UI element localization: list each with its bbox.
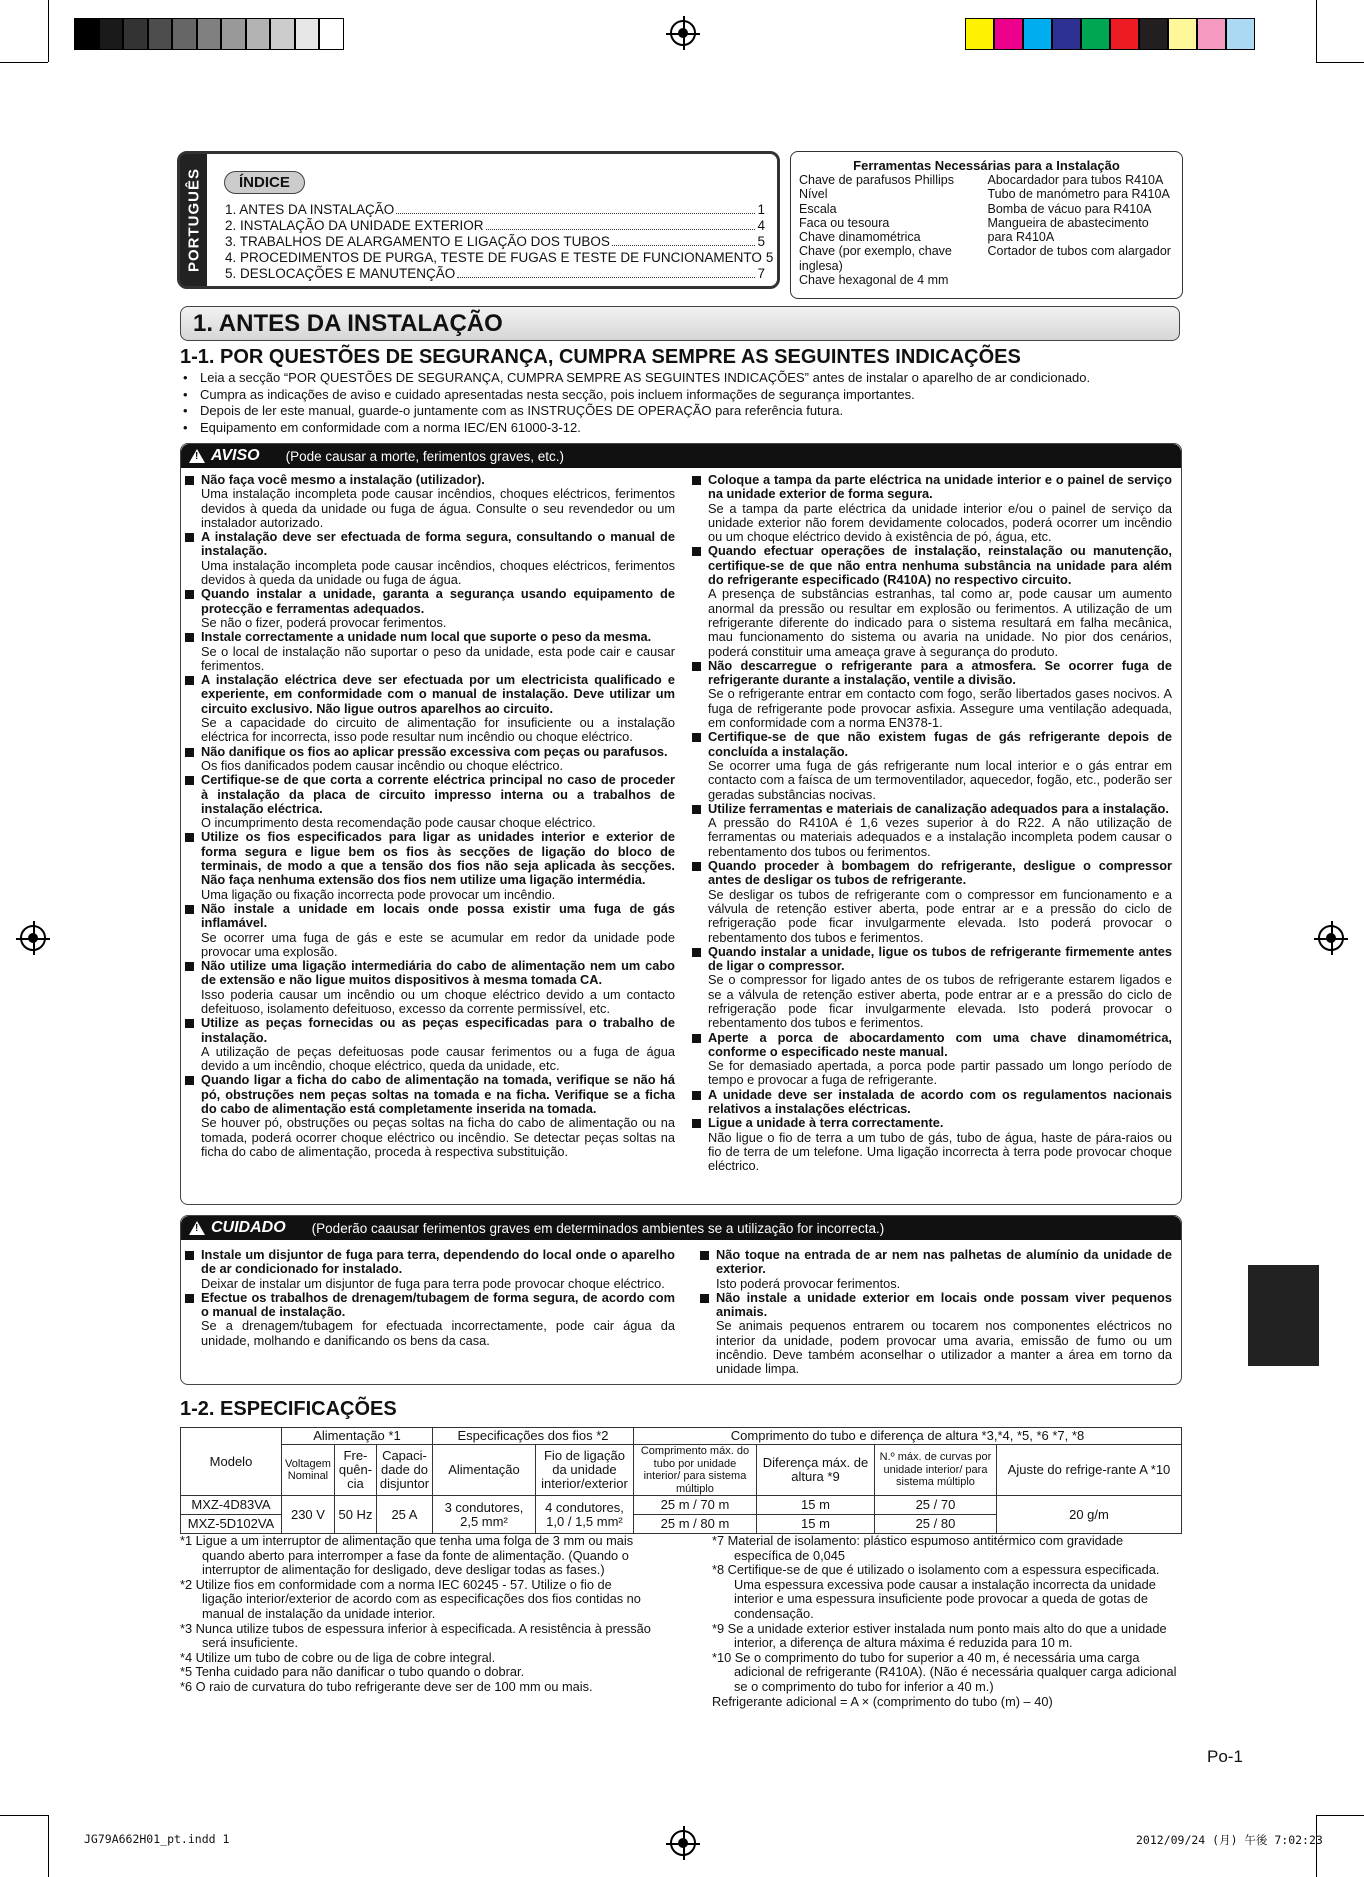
safety-item bbox=[185, 530, 675, 587]
safety-item-text: Se animais pequenos entrarem ou tocarem nos componentes eléctricos no interior da unidade, podem provocar uma avaria, emissão de fumo ou um incêndio. Deve também aconselhar o utilizador a manter a área em torno da unidade limpa. bbox=[716, 1318, 1172, 1377]
color-swatch bbox=[246, 18, 271, 50]
toc-item-title: 5. DESLOCAÇÕES E MANUTENÇÃO bbox=[225, 266, 456, 281]
warning-bar bbox=[181, 444, 1181, 468]
crop-mark bbox=[0, 62, 48, 63]
length-cell: 25 m / 80 m bbox=[633, 1515, 756, 1534]
list-item: • Equipamento em conformidade com a norma IEC/EN 61000-3-12. bbox=[180, 420, 1180, 437]
color-swatch bbox=[172, 18, 197, 50]
tool-item: Bomba de vácuo para R410A bbox=[987, 201, 1152, 216]
safety-item-text: A pressão do R410A é 1,6 vezes superior à do R22. A não utilização de ferramentas ou materiais adequados e a instalação incompleta podem causar o rebentamento dos tubos ou ferimentos. bbox=[708, 815, 1172, 859]
warning-triangle-icon: ! bbox=[189, 449, 205, 463]
tool-item: Chave de parafusos Phillips bbox=[799, 173, 954, 187]
model-cell: MXZ-5D102VA bbox=[181, 1515, 282, 1534]
safety-item bbox=[185, 1291, 675, 1348]
color-swatch bbox=[74, 18, 99, 50]
tool-item: Tubo de manómetro para R410A bbox=[987, 187, 1170, 202]
safety-item-text: A presença de substâncias estranhas, tal como ar, pode causar um aumento anormal da pressão ou resultar em explosão ou ferimentos. A utilização de um refrigerante diferente do indicado para o sistema resultará em falha mecânica, mau funcionamento do sistema ou avaria na unidade. No pior dos cenários, poderá constituir uma ameaça grave à segurança do produto. bbox=[708, 586, 1172, 659]
toc-item-title: 1. ANTES DA INSTALAÇÃO bbox=[225, 202, 395, 217]
bends-cell: 25 / 80 bbox=[874, 1515, 996, 1534]
header-bends: N.º máx. de curvas por unidade interior/ para sistema múltiplo bbox=[874, 1445, 996, 1496]
safety-item bbox=[692, 1116, 1172, 1173]
safety-item-text: Isso poderia causar um incêndio ou um choque eléctrico devido a um contacto defeituoso, isolamento defeituoso, excesso da corrente permissível, etc. bbox=[201, 986, 675, 1016]
safety-item-title: Certifique-se de que corta a corrente eléctrica principal no caso de proceder à instalação da placa de circuito impresso interna ou a trabalhos de instalação eléctrica. bbox=[201, 772, 675, 816]
list-item: • Depois de ler este manual, guarde-o juntamente com as INSTRUÇÕES DE OPERAÇÃO para referência futura. bbox=[180, 403, 1180, 420]
safety-item-text: Uma ligação ou fixação incorrecta pode provocar um incêndio. bbox=[201, 886, 556, 902]
safety-item-title: Quando instalar a unidade, ligue os tubos de refrigerante firmemente antes de ligar o compressor. bbox=[708, 943, 1172, 974]
safety-item-title: Utilize as peças fornecidas ou as peças especificadas para o trabalho de instalação. bbox=[201, 1015, 675, 1045]
table-row bbox=[181, 1496, 1182, 1515]
height-cell: 15 m bbox=[756, 1496, 874, 1515]
footnote: *9 Se a unidade exterior estiver instalada num ponto mais alto do que a unidade interior, a diferença de altura máxima é reduzida para 10 m. bbox=[712, 1620, 1167, 1651]
safety-item-title: Não descarregue o refrigerante para a atmosfera. Se ocorrer fuga de refrigerante durante a instalação, ventile a divisão. bbox=[708, 657, 1172, 688]
tool-item: Nível bbox=[799, 187, 828, 202]
header-power: Alimentação *1 bbox=[281, 1428, 432, 1445]
warning-label: AVISO bbox=[211, 447, 260, 464]
safety-item-text: Não ligue o fio de terra a um tubo de gás, tubo de água, haste de pára-raios ou fio de terra de um telefone. Uma ligação incorrecta à terra pode provocar choque eléctrico. bbox=[708, 1129, 1172, 1174]
adjust-cell: 20 g/m bbox=[996, 1496, 1181, 1534]
warning-right-column bbox=[692, 473, 1172, 1174]
header-breaker: Capaci-dade do disjuntor bbox=[376, 1445, 432, 1496]
toc-page-number: 4 bbox=[757, 218, 765, 233]
header-model: Modelo bbox=[181, 1428, 282, 1496]
height-cell: 15 m bbox=[756, 1515, 874, 1534]
toc-page-number: 5 bbox=[757, 234, 765, 249]
footnote: *7 Material de isolamento: plástico espumoso antitérmico com gravidade específica de 0,045 bbox=[712, 1533, 1124, 1563]
warning-left-column bbox=[185, 473, 675, 1159]
safety-item-text: Isto poderá provocar ferimentos. bbox=[716, 1275, 901, 1291]
crop-mark bbox=[1316, 62, 1364, 63]
header-connection: Fio de ligação da unidade interior/exterior bbox=[535, 1445, 633, 1496]
safety-item-text: Uma instalação incompleta pode causar incêndios, choques eléctricos, ferimentos devidos à queda da unidade ou fuga de água. bbox=[201, 557, 675, 588]
toc-list bbox=[225, 202, 774, 282]
tools-list-left bbox=[799, 173, 988, 287]
safety-item-text: Se não o fizer, poderá provocar ferimentos. bbox=[201, 614, 447, 630]
footnote: *5 Tenha cuidado para não danificar o tubo quando o dobrar. bbox=[180, 1664, 525, 1680]
header-frequency: Fre-quên-cia bbox=[334, 1445, 376, 1496]
footnote: *1 Ligue a um interruptor de alimentação que tenha uma folga de 3 mm ou mais quando aberto para interromper a fase da fonte de alimentação. (Quando o interruptor de alimentação for desligado, deve desligar todas as fases.) bbox=[180, 1533, 634, 1578]
toc-item-title: 2. INSTALAÇÃO DA UNIDADE EXTERIOR bbox=[225, 218, 484, 233]
subsection-title-safety: 1-1. POR QUESTÕES DE SEGURANÇA, CUMPRA SEMPRE AS SEGUINTES INDICAÇÕES bbox=[180, 346, 1021, 368]
file-slug: JG79A662H01_pt.indd 1 bbox=[84, 1832, 230, 1846]
crop-mark bbox=[48, 0, 49, 62]
safety-item bbox=[692, 730, 1172, 801]
caution-note: (Poderão caausar ferimentos graves em determinados ambientes se a utilização for incorrecta.) bbox=[311, 1220, 885, 1236]
color-swatch bbox=[270, 18, 295, 50]
footnotes-left bbox=[180, 1534, 654, 1695]
toc-heading: ÍNDICE bbox=[224, 171, 305, 194]
edge-tab bbox=[1248, 1265, 1319, 1366]
caution-left-column bbox=[185, 1248, 675, 1348]
registration-mark-icon bbox=[670, 20, 696, 46]
toc-item-title: 4. PROCEDIMENTOS DE PURGA, TESTE DE FUGAS E TESTE DE FUNCIONAMENTO bbox=[225, 250, 762, 265]
required-tools-box bbox=[790, 151, 1183, 299]
safety-item-text: Uma instalação incompleta pode causar incêndios, choques eléctricos, ferimentos devidos à queda da unidade ou fuga de água. Consulte o seu revendedor ou um instalador autorizado. bbox=[201, 486, 675, 530]
breaker-cell: 25 A bbox=[376, 1496, 432, 1534]
frequency-cell: 50 Hz bbox=[334, 1496, 376, 1534]
safety-item bbox=[185, 745, 675, 774]
registration-mark-icon bbox=[670, 1830, 696, 1856]
safety-item-text: Se o refrigerante entrar em contacto com fogo, serão libertados gases nocivos. A fuga de refrigerante pode provocar asfixia. Assegure uma ventilação adequada, em conformidade com a norma EN378-1. bbox=[708, 686, 1172, 731]
color-swatch bbox=[221, 18, 246, 50]
toc-leader bbox=[396, 202, 755, 214]
safety-item bbox=[692, 473, 1172, 544]
toc-leader bbox=[612, 234, 756, 246]
toc-item bbox=[225, 234, 765, 250]
color-swatch bbox=[1168, 18, 1197, 50]
color-swatch bbox=[99, 18, 124, 50]
supply-cell: 3 condutores, 2,5 mm² bbox=[432, 1496, 535, 1534]
safety-item-title: Quando efectuar operações de instalação, reinstalação ou manutenção, certifique-se de que não entra nenhuma substância na unidade para além do refrigerante especificado (R410A) no respectivo circuito. bbox=[708, 543, 1172, 588]
safety-item bbox=[185, 1016, 675, 1073]
tools-list-right bbox=[988, 173, 1177, 287]
toc-leader bbox=[457, 266, 755, 278]
safety-item-text: Se a capacidade do circuito de alimentação for insuficiente ou a instalação eléctrica for incorrecta, isso pode resultar num incêndio ou choque eléctrico. bbox=[201, 715, 675, 745]
safety-item bbox=[185, 830, 675, 901]
color-swatch bbox=[965, 18, 994, 50]
header-max-length: Comprimento máx. do tubo por unidade interior/ para sistema múltiplo bbox=[633, 1445, 756, 1496]
tool-item: Escala bbox=[799, 201, 837, 216]
tool-item: Chave hexagonal de 4 mm bbox=[799, 273, 949, 288]
safety-item-title: Não instale a unidade em locais onde possa existir uma fuga de gás inflamável. bbox=[201, 900, 675, 931]
footnote: *6 O raio de curvatura do tubo refrigerante deve ser de 100 mm ou mais. bbox=[180, 1678, 593, 1694]
safety-item bbox=[692, 859, 1172, 945]
safety-item-title: Coloque a tampa da parte eléctrica na unidade interior e o painel de serviço na unidade exterior de forma segura. bbox=[708, 472, 1172, 502]
color-swatch bbox=[1052, 18, 1081, 50]
toc-page-number: 1 bbox=[757, 202, 765, 217]
caution-right-column bbox=[700, 1248, 1172, 1377]
footnotes-right bbox=[712, 1534, 1182, 1709]
safety-item bbox=[185, 1248, 675, 1291]
safety-item bbox=[692, 544, 1172, 658]
safety-item bbox=[185, 1073, 675, 1159]
safety-item bbox=[692, 802, 1172, 859]
safety-item-text: O incumprimento desta recomendação pode causar choque eléctrico. bbox=[201, 815, 596, 831]
color-swatch bbox=[123, 18, 148, 50]
tool-item: Mangueira de abastecimento para R410A bbox=[987, 215, 1149, 245]
header-voltage: Voltagem Nominal bbox=[281, 1445, 334, 1496]
color-swatch bbox=[295, 18, 320, 50]
safety-item-text: Se a drenagem/tubagem for efectuada incorrectamente, pode cair água da unidade, molhando e danificando os bens da casa. bbox=[201, 1318, 675, 1348]
safety-item-text: Se houver pó, obstruções ou peças soltas na ficha do cabo de alimentação ou na tomada, poderá ocorrer choque eléctrico ou incêndio. Se detectar peças soltas na ficha do cabo de alimentação, proceda à respectiva substituição. bbox=[201, 1115, 675, 1159]
safety-item bbox=[185, 902, 675, 959]
color-swatch bbox=[1226, 18, 1255, 50]
tool-item: Abocardador para tubos R410A bbox=[987, 173, 1164, 187]
language-tab: PORTUGUÊS bbox=[180, 154, 207, 286]
safety-item-title: Quando proceder à bombagem do refrigerante, desligue o compressor antes de desligar os tubos de refrigerante. bbox=[708, 858, 1172, 888]
bends-cell: 25 / 70 bbox=[874, 1496, 996, 1515]
safety-item-title: Instale um disjuntor de fuga para terra, dependendo do local onde o aparelho de ar condicionado for instalado. bbox=[201, 1247, 675, 1277]
color-swatch bbox=[319, 18, 344, 50]
tool-item: Chave (por exemplo, chave inglesa) bbox=[799, 244, 952, 273]
safety-item bbox=[692, 659, 1172, 730]
color-swatch bbox=[148, 18, 173, 50]
footnote: *2 Utilize fios em conformidade com a norma IEC 60245 - 57. Utilize o fio de ligação interior/exterior de acordo com as especificações dos fios contidas no manual de instalação da unidade interior. bbox=[180, 1576, 641, 1621]
warning-note: (Pode causar a morte, ferimentos graves, etc.) bbox=[285, 448, 564, 464]
color-swatch bbox=[1081, 18, 1110, 50]
page-number: Po-1 bbox=[1207, 1747, 1243, 1766]
color-swatch bbox=[1110, 18, 1139, 50]
safety-item-title: Utilize os fios especificados para ligar as unidades interior e exterior de forma segura e ligue bem os fios às secções de ligação do bloco de terminais, de modo a que a tensão dos fios não seja aplicada às secções. Não faça nenhuma extensão dos fios nem utilize uma ligação intermédia. bbox=[201, 829, 675, 888]
toc-page-number: 7 bbox=[757, 266, 765, 281]
toc-page-number: 5 bbox=[765, 250, 774, 265]
length-cell: 25 m / 70 m bbox=[633, 1496, 756, 1515]
safety-item bbox=[185, 587, 675, 630]
registration-mark-icon bbox=[1318, 925, 1344, 951]
safety-item bbox=[185, 630, 675, 673]
model-cell: MXZ-4D83VA bbox=[181, 1496, 282, 1515]
header-wires: Especificações dos fios *2 bbox=[432, 1428, 633, 1445]
safety-item-title: Não faça você mesmo a instalação (utilizador). bbox=[201, 472, 485, 487]
safety-item-title: Não utilize uma ligação intermediária do cabo de alimentação nem um cabo de extensão e não ligue muitos dispositivos à mesma tomada CA. bbox=[201, 958, 675, 988]
table-of-contents bbox=[177, 151, 780, 289]
toc-item bbox=[225, 218, 765, 234]
color-swatch bbox=[1023, 18, 1052, 50]
safety-item-title: Não danifique os fios ao aplicar pressão excessiva com peças ou parafusos. bbox=[201, 743, 668, 759]
safety-item-text: Se o compressor for ligado antes de os tubos de refrigerante estarem ligados e se a válvula de retenção estiver aberta, pode entrar ar e a pressão do ciclo de refrigeração pode ficar invulgarmente elevada. Isto poderá provocar o rebentamento dos tubos e ferimentos. bbox=[708, 972, 1172, 1031]
safety-item-title: Certifique-se de que não existem fugas de gás refrigerante depois de concluída a instalação. bbox=[708, 729, 1172, 759]
tools-title: Ferramentas Necessárias para a Instalação bbox=[853, 158, 1120, 173]
crop-mark bbox=[1316, 1815, 1364, 1816]
toc-item-title: 3. TRABALHOS DE ALARGAMENTO E LIGAÇÃO DOS TUBOS bbox=[225, 234, 610, 249]
safety-item-text: Se desligar os tubos de refrigerante com o compressor em funcionamento e a válvula de retenção estiver aberta, pode entrar ar e a pressão do ciclo de refrigeração pode ficar invulgarmente elevada. Isto poderá provocar o rebentamento dos tubos e ferimentos. bbox=[708, 886, 1172, 945]
header-pipe: Comprimento do tubo e diferença de altura *3,*4, *5, *6 *7, *8 bbox=[633, 1428, 1181, 1445]
safety-item-title: A unidade deve ser instalada de acordo com os regulamentos nacionais relativos a instalações eléctricas. bbox=[708, 1086, 1172, 1117]
toc-leader bbox=[486, 218, 756, 230]
safety-item-title: Quando ligar a ficha do cabo de alimentação na tomada, verifique se não há pó, obstruções nem peças soltas na tomada e na ficha. Verifique se a ficha do cabo de alimentação está completamente inserida na tomada. bbox=[201, 1072, 675, 1117]
header-height: Diferença máx. de altura *9 bbox=[756, 1445, 874, 1496]
safety-item-text: Se ocorrer uma fuga de gás e este se acumular em redor da unidade pode provocar uma explosão. bbox=[201, 929, 675, 959]
safety-item-text: Deixar de instalar um disjuntor de fuga para terra pode provocar choque eléctrico. bbox=[201, 1275, 665, 1291]
footnote: *4 Utilize um tubo de cobre ou de liga de cobre integral. bbox=[180, 1649, 496, 1665]
toc-item bbox=[225, 266, 765, 282]
toc-item bbox=[225, 202, 765, 218]
tool-item: Faca ou tesoura bbox=[799, 215, 890, 230]
safety-item bbox=[700, 1248, 1172, 1291]
safety-item-text: Os fios danificados podem causar incêndio ou choque eléctrico. bbox=[201, 757, 564, 773]
registration-mark-icon bbox=[20, 925, 46, 951]
safety-item bbox=[185, 673, 675, 744]
safety-item bbox=[185, 773, 675, 830]
safety-item-title: Aperte a porca de abocardamento com uma chave dinamométrica, conforme o especificado neste manual. bbox=[708, 1029, 1172, 1059]
safety-item bbox=[185, 473, 675, 530]
connection-cell: 4 condutores, 1,0 / 1,5 mm² bbox=[535, 1496, 633, 1534]
safety-item bbox=[692, 1088, 1172, 1117]
list-item: • Leia a secção “POR QUESTÕES DE SEGURANÇA, CUMPRA SEMPRE AS SEGUINTES INDICAÇÕES” antes de instalar o aparelho de ar condicionado. bbox=[180, 370, 1180, 387]
safety-item bbox=[692, 1031, 1172, 1088]
safety-item-text: Se a tampa da parte eléctrica da unidade interior e/ou o painel de serviço da unidade exterior não forem devidamente colocados, poderá ocorrer um incêndio ou um choque eléctrico devido à existência de pó, água, etc. bbox=[708, 500, 1172, 545]
safety-item-title: Ligue a unidade à terra correctamente. bbox=[708, 1115, 944, 1131]
specifications-table bbox=[180, 1427, 1182, 1534]
safety-item-text: Se ocorrer uma fuga de gás refrigerante num local interior e o gás entrar em contacto com a faísca de um termoventilador, aquecedor, fogão, etc., poderão ser geradas substâncias nocivas. bbox=[708, 757, 1172, 802]
warning-triangle-icon: ! bbox=[189, 1221, 205, 1235]
color-swatch bbox=[1197, 18, 1226, 50]
crop-mark bbox=[48, 1815, 49, 1877]
list-item: • Cumpra as indicações de aviso e cuidado apresentadas nesta secção, pois incluem informações de segurança importantes. bbox=[180, 387, 1180, 404]
safety-item bbox=[692, 945, 1172, 1031]
color-swatch bbox=[994, 18, 1023, 50]
tool-item: Chave dinamométrica bbox=[799, 230, 921, 245]
footnote: *3 Nunca utilize tubos de espessura inferior à especificada. A resistência à pressão será insuficiente. bbox=[180, 1620, 651, 1651]
tool-item: Cortador de tubos com alargador bbox=[987, 244, 1171, 259]
header-supply: Alimentação bbox=[432, 1445, 535, 1496]
safety-item-text: Se for demasiado apertada, a porca pode partir passado um longo período de tempo e provocar a fuga de refrigerante. bbox=[708, 1058, 1172, 1088]
caution-label: CUIDADO bbox=[211, 1219, 286, 1236]
toc-item bbox=[225, 250, 774, 266]
safety-item-title: Instale correctamente a unidade num local que suporte o peso da mesma. bbox=[201, 629, 652, 645]
footnote: Refrigerante adicional = A × (comprimento do tubo (m) – 40) bbox=[712, 1693, 1053, 1709]
subsection-title-specs: 1-2. ESPECIFICAÇÕES bbox=[180, 1398, 397, 1420]
safety-item-title: Quando instalar a unidade, garanta a segurança usando equipamento de protecção e ferramentas adequados. bbox=[201, 586, 675, 616]
voltage-cell: 230 V bbox=[281, 1496, 334, 1534]
safety-item-title: Efectue os trabalhos de drenagem/tubagem de forma segura, de acordo com o manual de instalação. bbox=[201, 1289, 675, 1320]
safety-item bbox=[185, 959, 675, 1016]
safety-item-title: Não instale a unidade exterior em locais onde possam viver pequenos animais. bbox=[716, 1289, 1172, 1320]
safety-item-text: A utilização de peças defeituosas pode causar ferimentos ou a fuga de água devido a um incêndio, choque eléctrico, queda da unidade, etc. bbox=[201, 1043, 675, 1074]
footnote: *10 Se o comprimento do tubo for superior a 40 m, é necessária uma carga adicional de refrigerante (R410A). (Não é necessária qualquer carga adicional se o comprimento do tubo for inferior a 40 m.) bbox=[712, 1649, 1177, 1694]
crop-mark bbox=[0, 1815, 48, 1816]
safety-item-text: Se o local de instalação não suportar o peso da unidade, esta pode cair e causar ferimentos. bbox=[201, 643, 675, 673]
safety-item bbox=[700, 1291, 1172, 1377]
safety-item-title: A instalação deve ser efectuada de forma segura, consultando o manual de instalação. bbox=[201, 529, 675, 559]
section-title: 1. ANTES DA INSTALAÇÃO bbox=[180, 306, 1180, 341]
color-swatch bbox=[1139, 18, 1168, 50]
safety-item-title: Utilize ferramentas e materiais de canalização adequados para a instalação. bbox=[708, 800, 1169, 816]
header-adjust: Ajuste do refrige-rante A *10 bbox=[996, 1445, 1181, 1496]
color-swatch bbox=[197, 18, 222, 50]
safety-item-title: Não toque na entrada de ar nem nas palhetas de alumínio da unidade de exterior. bbox=[716, 1247, 1172, 1277]
footnote: *8 Certifique-se de que é utilizado o isolamento com a espessura especificada. Uma espessura excessiva pode causar a instalação incorrecta da unidade interior e uma espessura insuficiente pode provocar a queda de gotas de condensação. bbox=[712, 1562, 1160, 1621]
date-slug: 2012/09/24 (月) 午後 7:02:23 bbox=[1136, 1833, 1323, 1847]
safety-item-title: A instalação eléctrica deve ser efectuada por um electricista qualificado e experiente, em conformidade com o manual de instalação. Deve utilizar um circuito exclusivo. Não ligue outros aparelhos ao circuito. bbox=[201, 672, 675, 716]
intro-bullets bbox=[180, 370, 1180, 436]
crop-mark bbox=[1316, 0, 1317, 62]
caution-bar bbox=[181, 1216, 1181, 1240]
